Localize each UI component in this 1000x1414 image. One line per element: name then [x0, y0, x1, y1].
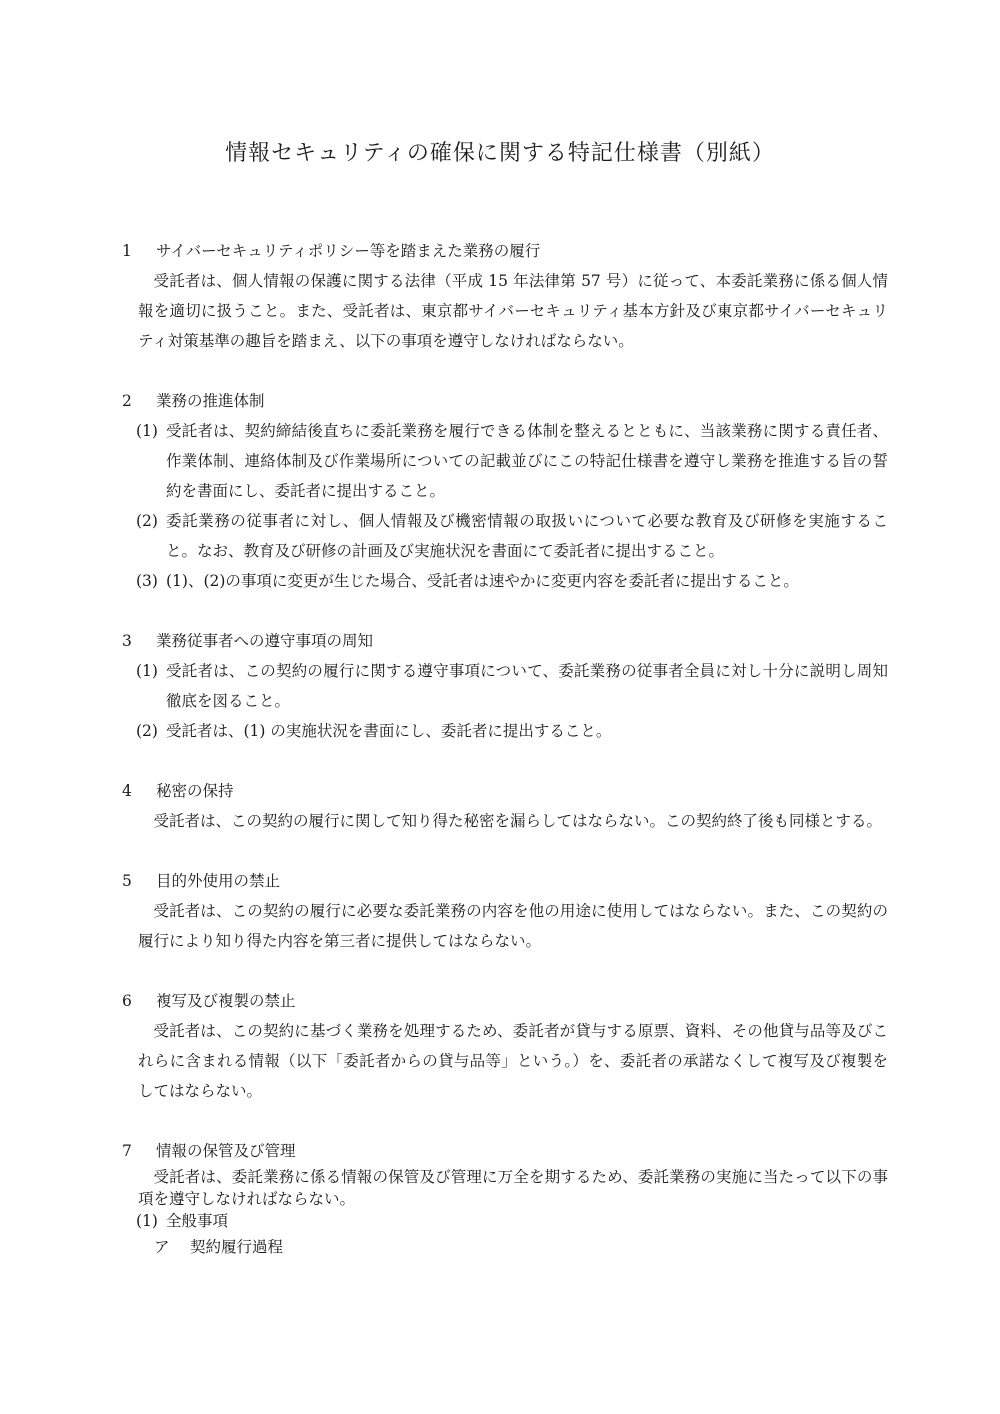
section-paragraph: 受託者は、この契約の履行に関して知り得た秘密を漏らしてはならない。この契約終了後も同様とする。	[153, 812, 883, 830]
item-number: (3)	[136, 572, 158, 590]
section-number: 1	[122, 242, 132, 260]
section-title: 目的外使用の禁止	[156, 872, 281, 890]
item-text: 受託者は、(1) の実施状況を書面にし、委託者に提出すること。	[166, 722, 612, 740]
section-5	[122, 866, 888, 956]
section-number: 6	[122, 992, 132, 1010]
section-paragraph: 受託者は、個人情報の保護に関する法律（平成 15 年法律第 57 号）に従って、本委託業務に係る個人情報を適切に扱うこと。また、受託者は、東京都サイバーセキュリティ基本方針及び東京都サイバーセキュリティ対策基準の趣旨を踏まえ、以下の事項を遵守しなければならない。	[138, 272, 888, 350]
section-heading	[122, 866, 888, 896]
section-title: 秘密の保持	[156, 782, 234, 800]
section-2	[122, 386, 888, 596]
section-3	[122, 626, 888, 746]
item-number: (1)	[136, 1212, 158, 1230]
item-text: 受託者は、この契約の履行に関する遵守事項について、委託業務の従事者全員に対し十分に説明し周知徹底を図ること。	[166, 662, 888, 710]
section-number: 4	[122, 782, 132, 800]
section-title: 複写及び複製の禁止	[156, 992, 296, 1010]
item-number: (1)	[136, 662, 158, 680]
list-item	[122, 656, 888, 716]
section-title: 情報の保管及び管理	[156, 1142, 296, 1160]
section-number: 5	[122, 872, 132, 890]
item-text: 受託者は、契約締結後直ちに委託業務を履行できる体制を整えるとともに、当該業務に関する責任者、作業体制、連絡体制及び作業場所についての記載並びにこの特記仕様書を遵守し業務を推進する旨の誓約を書面にし、委託者に提出すること。	[166, 422, 888, 500]
item-number: (1)	[136, 422, 158, 440]
section-title: 業務従事者への遵守事項の周知	[156, 632, 374, 650]
list-item	[122, 506, 888, 566]
section-6	[122, 986, 888, 1106]
item-text: 委託業務の従事者に対し、個人情報及び機密情報の取扱いについて必要な教育及び研修を実施すること。なお、教育及び研修の計画及び実施状況を書面にて委託者に提出すること。	[166, 512, 888, 560]
section-title: サイバーセキュリティポリシー等を踏まえた業務の履行	[156, 242, 541, 260]
item-text: 全般事項	[166, 1212, 229, 1230]
subsubsection-heading	[122, 1232, 888, 1262]
document-body	[122, 236, 888, 1292]
item-text: (1)、(2)の事項に変更が生じた場合、受託者は速やかに変更内容を委託者に提出すること。	[166, 572, 799, 590]
section-heading	[122, 986, 888, 1016]
section-heading	[122, 236, 888, 266]
list-item	[122, 566, 888, 596]
section-heading	[122, 626, 888, 656]
section-title: 業務の推進体制	[156, 392, 265, 410]
list-item	[122, 716, 888, 746]
item-text: 契約履行過程	[190, 1238, 284, 1256]
list-item	[122, 416, 888, 506]
section-number: 7	[122, 1142, 132, 1160]
section-paragraph: 受託者は、この契約に基づく業務を処理するため、委託者が貸与する原票、資料、その他貸与品等及びこれらに含まれる情報（以下「委託者からの貸与品等」という。）を、委託者の承諾なくして複写及び複製をしてはならない。	[138, 1022, 888, 1100]
section-paragraph: 受託者は、委託業務に係る情報の保管及び管理に万全を期するため、委託業務の実施に当たって以下の事項を遵守しなければならない。	[138, 1168, 888, 1208]
section-paragraph: 受託者は、この契約の履行に必要な委託業務の内容を他の用途に使用してはならない。また、この契約の履行により知り得た内容を第三者に提供してはならない。	[138, 902, 888, 950]
item-number: ア	[154, 1238, 170, 1256]
document-title: 情報セキュリティの確保に関する特記仕様書（別紙）	[225, 141, 775, 166]
section-1	[122, 236, 888, 356]
item-number: (2)	[136, 722, 158, 740]
item-number: (2)	[136, 512, 158, 530]
section-4	[122, 776, 888, 836]
section-heading	[122, 776, 888, 806]
section-number: 2	[122, 392, 132, 410]
section-heading	[122, 1136, 888, 1166]
section-7	[122, 1136, 888, 1262]
section-number: 3	[122, 632, 132, 650]
subsection-heading	[122, 1210, 888, 1232]
section-heading	[122, 386, 888, 416]
